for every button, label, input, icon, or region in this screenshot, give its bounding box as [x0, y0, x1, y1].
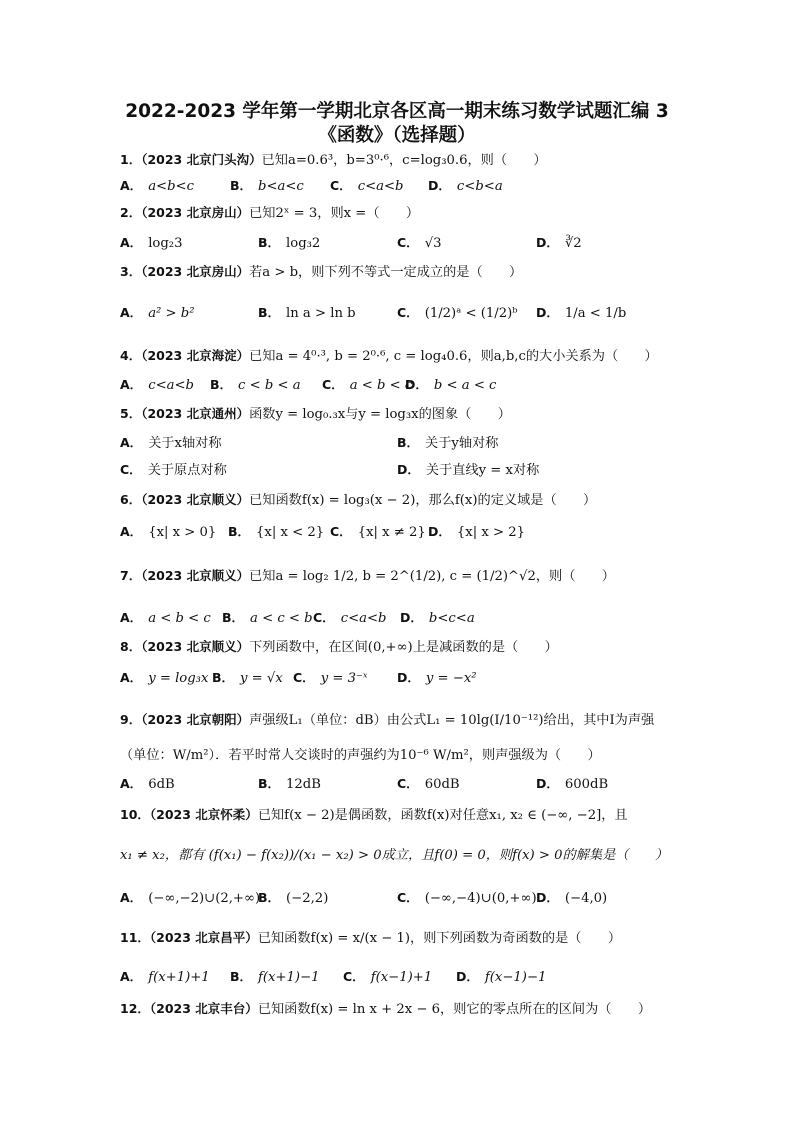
option-b: B． {x| x < 2}	[228, 524, 325, 540]
option-c: C． a < b < c	[322, 377, 413, 393]
option-c: C． √3	[397, 235, 442, 251]
option-a: A． {x| x > 0}	[120, 524, 217, 540]
question-stem: 已知f(x − 2)是偶函数，函数f(x)对任意x₁, x₂ ∈ (−∞, −2]，且	[257, 808, 628, 823]
question-stem: 若a > b，则下列不等式一定成立的是（ ）	[249, 265, 523, 280]
option-b: B． y = √x	[212, 670, 283, 686]
question-stem: 已知函数f(x) = log₃(x − 2)，那么f(x)的定义域是（ ）	[249, 493, 597, 508]
question-stem: 下列函数中，在区间(0,+∞)上是减函数的是（ ）	[249, 640, 558, 655]
page-subtitle: 《函数》（选择题）	[318, 125, 476, 146]
question-stem: 已知a = 4⁰·³, b = 2⁰·⁶, c = log₄0.6，则a,b,c的大小关系为（ ）	[249, 349, 658, 364]
option-b: B． log₃2	[258, 235, 321, 251]
option-d: D． 600dB	[536, 776, 609, 792]
question-9-continued: （单位：W/m²）．若平时常人交谈时的声强约为10⁻⁶ W/m²，则声强级为（ ）	[120, 748, 601, 763]
question-10-continued: x₁ ≠ x₂，都有 (f(x₁) − f(x₂))/(x₁ − x₂) > 0成立，且f(0) = 0，则f(x) > 0的解集是（ ）	[120, 848, 669, 863]
page-title: 2022-2023 学年第一学期北京各区高一期末练习数学试题汇编 3	[125, 101, 669, 122]
option-b: B． ln a > ln b	[258, 305, 356, 321]
option-a: A． 关于x轴对称	[120, 435, 222, 451]
question-1	[120, 150, 680, 171]
option-d: D． y = −x²	[397, 670, 477, 686]
question-stem: 函数y = log₀.₃x与y = log₃x的图象（ ）	[249, 407, 511, 422]
option-b: B． c < b < a	[210, 377, 301, 393]
option-a: A． f(x+1)+1	[120, 969, 210, 985]
question-stem: 已知函数f(x) = x/(x − 1)，则下列函数为奇函数的是（ ）	[257, 931, 622, 946]
option-a: A． y = log₃x	[120, 670, 209, 686]
option-d: D． 1/a < 1/b	[536, 305, 627, 321]
option-d: D． c<b<a	[428, 178, 503, 194]
question-2: 2．（2023 北京房山）已知2ˣ = 3，则x =（ ）	[120, 205, 420, 221]
question-number: 1．	[120, 152, 142, 167]
option-c: C． f(x−1)+1	[343, 969, 433, 985]
option-d: D． {x| x > 2}	[428, 524, 526, 540]
question-4: 4．（2023 北京海淀）已知a = 4⁰·³, b = 2⁰·⁶, c = log₄0.6，则a,b,c的大小关系为（ ）	[120, 348, 658, 364]
option-a: A． c<a<b	[120, 377, 194, 393]
question-stem: 已知a = log₂ 1/2, b = 2^(1/2), c = (1/2)^√2，则（ ）	[249, 569, 615, 584]
question-11: 11．（2023 北京昌平）已知函数f(x) = x/(x − 1)，则下列函数为奇函数的是（ ）	[120, 930, 622, 946]
question-stem: 已知函数f(x) = ln x + 2x − 6，则它的零点所在的区间为（ ）	[257, 1002, 652, 1017]
question-stem: 声强级L₁（单位：dB）由公式L₁ = 10lg(I/10⁻¹²)给出，其中I为声强	[249, 713, 655, 728]
option-c: C． (−∞,−4)∪(0,+∞)	[397, 890, 537, 906]
option-c: C． c<a<b	[313, 610, 387, 626]
option-c: C． {x| x ≠ 2}	[330, 524, 426, 540]
question-8: 8．（2023 北京顺义）下列函数中，在区间(0,+∞)上是减函数的是（ ）	[120, 639, 558, 655]
question-12: 12．（2023 北京丰台）已知函数f(x) = ln x + 2x − 6，则它的零点所在的区间为（ ）	[120, 1001, 652, 1017]
question-6: 6．（2023 北京顺义）已知函数f(x) = log₃(x − 2)，那么f(x)的定义域是（ ）	[120, 492, 597, 508]
question-9: 9．（2023 北京朝阳）声强级L₁（单位：dB）由公式L₁ = 10lg(I/10⁻¹²)给出，其中I为声强	[120, 712, 655, 728]
option-d: D． f(x−1)−1	[456, 969, 547, 985]
question-3: 3．（2023 北京房山）若a > b，则下列不等式一定成立的是（ ）	[120, 264, 523, 280]
option-a: A． (−∞,−2)∪(2,+∞)	[120, 890, 261, 906]
option-c: C． (1/2)ᵃ < (1/2)ᵇ	[397, 305, 518, 321]
question-7: 7．（2023 北京顺义）已知a = log₂ 1/2, b = 2^(1/2), c = (1/2)^√2，则（ ）	[120, 568, 615, 584]
question-source: （2023 北京门头沟）	[141, 152, 262, 167]
option-d: D． 关于直线y = x对称	[397, 462, 540, 478]
question-10: 10．（2023 北京怀柔）已知f(x − 2)是偶函数，函数f(x)对任意x₁, x₂ ∈ (−∞, −2]，且	[120, 807, 628, 823]
option-d: D． b<c<a	[400, 610, 475, 626]
question-5: 5．（2023 北京通州）函数y = log₀.₃x与y = log₃x的图象（ ）	[120, 406, 511, 422]
option-a: A． a<b<c	[120, 178, 194, 194]
option-a: A． a² > b²	[120, 305, 195, 321]
option-a: A． 6dB	[120, 776, 175, 792]
option-b: B． (−2,2)	[258, 890, 329, 906]
option-a: A． a < b < c	[120, 610, 211, 626]
option-d: D． ∛2	[536, 235, 582, 251]
option-b: B． a < c < b	[222, 610, 313, 626]
option-c: C． y = 3⁻ˣ	[293, 670, 368, 686]
option-d: D． b < a < c	[405, 377, 497, 393]
option-a: A． log₂3	[120, 235, 183, 251]
option-c: C． c<a<b	[330, 178, 404, 194]
option-c: C． 关于原点对称	[120, 462, 227, 478]
option-b: B． 12dB	[258, 776, 321, 792]
question-stem: 已知a=0.6³，b=3⁰·⁶，c=log₃0.6，则（ ）	[261, 153, 547, 168]
option-c: C． 60dB	[397, 776, 460, 792]
option-b: B． f(x+1)−1	[230, 969, 320, 985]
option-b: B． 关于y轴对称	[397, 435, 499, 451]
option-b: B． b<a<c	[230, 178, 304, 194]
question-stem: 已知2ˣ = 3，则x =（ ）	[249, 206, 420, 221]
option-d: D． (−4,0)	[536, 890, 608, 906]
